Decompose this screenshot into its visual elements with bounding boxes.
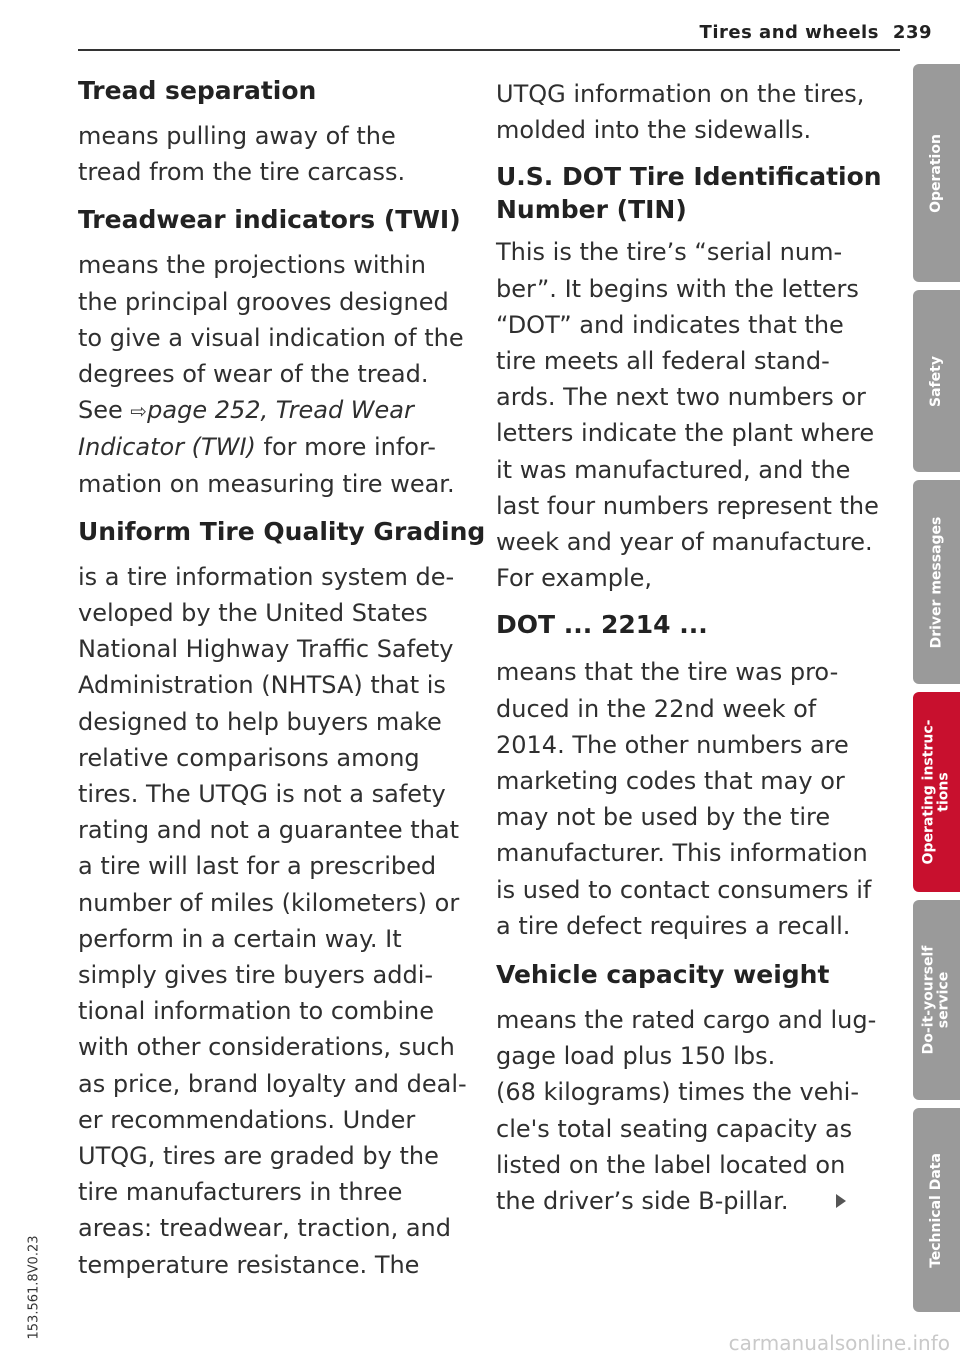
header-rule <box>78 49 900 51</box>
para-utqg <box>78 559 467 1283</box>
left-column <box>78 70 486 1283</box>
page-reference-link[interactable]: page 252, Tread Wear <box>147 396 414 425</box>
heading-line: Number (TIN) <box>496 195 687 225</box>
para-tread-separation <box>78 118 450 190</box>
heading-dot-example: DOT ... 2214 ... <box>496 610 708 640</box>
tab-label: Driver messages <box>928 516 944 648</box>
text-line: number of miles (kilometers) or <box>78 888 460 917</box>
text-line: mation on measuring tire wear. <box>78 469 455 498</box>
text-line <box>78 429 450 465</box>
tab-label: Safety <box>928 355 944 407</box>
tab-driver-messages[interactable] <box>913 480 960 684</box>
heading-dot-tin <box>496 160 882 226</box>
text-line: a tire defect requires a recall. <box>496 911 851 940</box>
para-utqg-continued <box>496 76 876 148</box>
text-line: manufacturer. This information <box>496 839 868 868</box>
text-line: er recommendations. Under <box>78 1105 416 1134</box>
text-line: tire meets all federal stand- <box>496 347 830 376</box>
tab-label: Do-it-yourself service <box>920 945 952 1055</box>
right-column <box>496 76 882 1219</box>
text-line: the principal grooves designed <box>78 287 449 316</box>
text-line: perform in a certain way. It <box>78 924 402 953</box>
text-line: “DOT” and indicates that the <box>496 310 844 339</box>
text-line: is a tire information system de- <box>78 562 455 591</box>
text-line: it was manufactured, and the <box>496 455 851 484</box>
text-line: is used to contact consumers if <box>496 875 872 904</box>
watermark: carmanualsonline.info <box>728 1331 950 1355</box>
tab-operating-instructions[interactable] <box>913 692 960 892</box>
text-line: molded into the sidewalls. <box>496 116 812 145</box>
text-line: means pulling away of the <box>78 122 396 150</box>
section-title: Tires and wheels <box>699 22 879 43</box>
page-reference-link-cont[interactable]: Indicator (TWI) <box>78 433 256 462</box>
heading-line: U.S. DOT Tire Identification <box>496 162 882 192</box>
text-line: last four numbers represent the <box>496 491 879 520</box>
text-line: listed on the label located on <box>496 1150 846 1179</box>
text-line: gage load plus 150 lbs. <box>496 1042 776 1071</box>
text-line: to give a visual indication of the <box>78 323 464 352</box>
text-line: tire manufacturers in three <box>78 1178 403 1207</box>
tab-label: Operating instruc- tions <box>920 719 952 865</box>
text-line: degrees of wear of the tread. <box>78 360 429 389</box>
para-dot-tin <box>496 234 879 596</box>
tab-operation[interactable] <box>913 64 960 282</box>
text-line: (68 kilograms) times the vehi- <box>496 1078 860 1107</box>
text-line: rating and not a guarantee that <box>78 816 460 845</box>
tab-label: Operation <box>928 133 945 213</box>
para-vehicle-capacity-weight <box>496 1002 876 1219</box>
text-line: temperature resistance. The <box>78 1250 420 1279</box>
heading-tread-separation: Tread separation <box>78 76 317 105</box>
text-line: means the rated cargo and lug- <box>496 1006 877 1035</box>
text-line: the driver’s side B-pillar. <box>496 1187 789 1216</box>
text-line: means that the tire was pro- <box>496 658 839 687</box>
text-line: tires. The UTQG is not a safety <box>78 780 446 809</box>
text-line: areas: treadwear, traction, and <box>78 1214 451 1243</box>
heading-treadwear-indicators: Treadwear indicators (TWI) <box>78 205 461 235</box>
text-line: simply gives tire buyers addi- <box>78 961 434 990</box>
text-line: relative comparisons among <box>78 743 420 772</box>
para-treadwear-indicators <box>78 247 464 501</box>
text-line: may not be used by the tire <box>496 803 831 832</box>
text-line: National Highway Traffic Safety <box>78 635 454 664</box>
text-line: 2014. The other numbers are <box>496 730 849 759</box>
text-line-see-ref <box>78 392 450 429</box>
text-line: with other considerations, such <box>78 1033 455 1062</box>
text-line: UTQG information on the tires, <box>496 80 865 108</box>
text-line: duced in the 22nd week of <box>496 694 817 723</box>
text-line: means the projections within <box>78 251 426 280</box>
text-line: tread from the tire carcass. <box>78 158 406 187</box>
tab-technical-data[interactable] <box>913 1108 960 1312</box>
arrow-right-icon: ⇨ <box>130 399 148 424</box>
page-number: 239 <box>892 22 932 43</box>
text-line: week and year of manufacture. <box>496 528 873 557</box>
text-line: tional information to combine <box>78 997 434 1026</box>
text-line: ber”. It begins with the letters <box>496 274 859 303</box>
text-line: cle's total seating capacity as <box>496 1114 853 1143</box>
text-line: UTQG, tires are graded by the <box>78 1142 439 1171</box>
text-line: For example, <box>496 564 653 593</box>
see-label: See <box>78 396 123 425</box>
text-line: a tire will last for a prescribed <box>78 852 437 881</box>
text-line: marketing codes that may or <box>496 767 845 796</box>
para-dot-example <box>496 654 876 944</box>
document-code-text: 153.561.8V0.23 <box>26 1235 42 1340</box>
text-line: ards. The next two numbers or <box>496 383 866 412</box>
heading-utqg: Uniform Tire Quality Grading <box>78 516 486 546</box>
text-line: Administration (NHTSA) that is <box>78 671 446 700</box>
text-line: This is the tire’s “serial num- <box>496 238 843 267</box>
running-header <box>700 22 932 43</box>
document-code <box>19 1235 49 1340</box>
triangle-right-icon <box>836 1194 846 1208</box>
text-line: veloped by the United States <box>78 599 428 628</box>
text-line: designed to help buyers make <box>78 707 442 736</box>
text-line: as price, brand loyalty and deal- <box>78 1069 467 1098</box>
tab-safety[interactable] <box>913 290 960 472</box>
text-line: letters indicate the plant where <box>496 419 875 448</box>
tab-do-it-yourself-service[interactable] <box>913 900 960 1100</box>
text-fragment: for more infor- <box>263 433 436 462</box>
tab-label: Technical Data <box>928 1152 944 1268</box>
heading-vehicle-capacity-weight: Vehicle capacity weight <box>496 960 830 990</box>
